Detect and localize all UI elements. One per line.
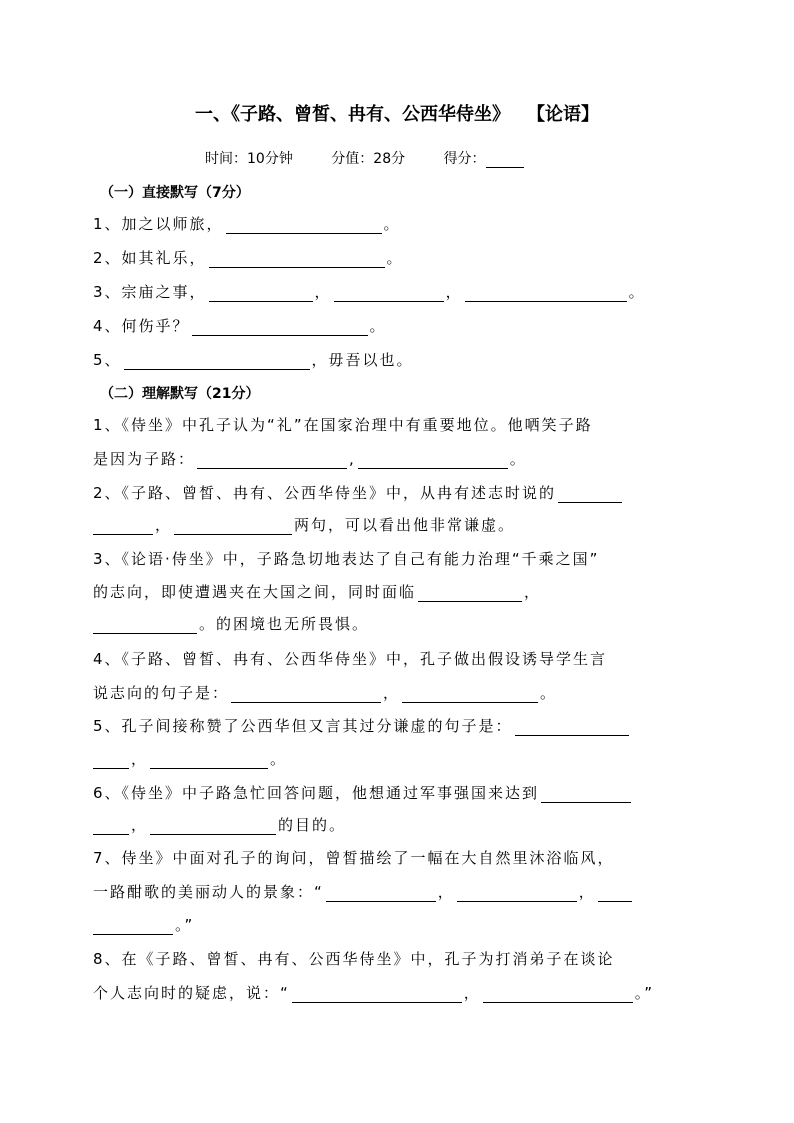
section1-heading: （一）直接默写（7分） <box>100 185 250 201</box>
answer-blank[interactable] <box>150 751 268 769</box>
s1-q1 <box>93 213 401 234</box>
s2-q4-line2 <box>93 682 557 703</box>
answer-blank[interactable] <box>226 216 382 234</box>
exam-meta <box>205 148 524 168</box>
s1-q5-end: ，毋吾以也。 <box>311 351 414 369</box>
answer-blank[interactable] <box>326 884 436 902</box>
s2-q6-text: 6、《侍坐》中子路急忙回答问题，他想通过军事强国来达到 <box>93 784 540 802</box>
s2-q6-sep: ， <box>131 816 149 834</box>
s2-q6-line2 <box>93 814 346 835</box>
s2-q8-line2 <box>93 982 654 1003</box>
answer-blank[interactable] <box>465 284 627 302</box>
answer-blank[interactable] <box>197 451 347 469</box>
answer-blank[interactable] <box>558 485 622 503</box>
s2-q7-line2 <box>93 881 634 902</box>
s2-q7-line3 <box>93 914 194 935</box>
answer-blank[interactable] <box>93 616 197 634</box>
s2-q1-end: 。 <box>509 450 527 468</box>
answer-blank[interactable] <box>483 985 633 1003</box>
s1-q4-text: 4、何伤乎？ <box>93 317 190 335</box>
s2-q7-text: 一路酣歌的美丽动人的景象：“ <box>93 883 324 901</box>
s2-q3-text: 的志向，即使遭遇夹在大国之间，同时面临 <box>93 583 417 601</box>
answer-blank[interactable] <box>541 785 631 803</box>
s2-q4-sep: ， <box>383 684 401 702</box>
answer-blank[interactable] <box>93 917 173 935</box>
s2-q6-end: 的目的。 <box>278 816 347 834</box>
answer-blank[interactable] <box>93 517 153 535</box>
s2-q2-end: 两句，可以看出他非常谦虚。 <box>294 516 516 534</box>
s2-q3-line1: 3、《论语·侍坐》中，子路急切地表达了自己有能力治理“千乘之国” <box>93 550 600 568</box>
s2-q1-sep: , <box>349 450 356 468</box>
s2-q4-end: 。 <box>540 684 558 702</box>
s2-q8-line1: 8、在《子路、曾皙、冉有、公西华侍坐》中，孔子为打消弟子在谈论 <box>93 950 615 968</box>
s1-q3 <box>93 281 646 302</box>
s1-q4-end: 。 <box>369 317 387 335</box>
s2-q6-line1 <box>93 782 633 803</box>
s1-q2 <box>93 247 404 268</box>
s2-q5-line1 <box>93 715 631 736</box>
s1-q4 <box>93 315 387 336</box>
answer-blank[interactable] <box>93 817 129 835</box>
answer-blank[interactable] <box>192 318 368 336</box>
answer-blank[interactable] <box>124 352 310 370</box>
s2-q7-sep: ， <box>437 883 455 901</box>
s1-q3-end: 。 <box>628 283 646 301</box>
answer-blank[interactable] <box>457 884 577 902</box>
s2-q8-text: 个人志向时的疑虑，说：“ <box>93 984 290 1002</box>
answer-blank[interactable] <box>231 685 381 703</box>
answer-blank[interactable] <box>598 884 632 902</box>
s2-q7-line1: 7、侍坐》中面对孔子的询问，曾皙描绘了一幅在大自然里沐浴临风， <box>93 849 615 867</box>
s2-q5-text: 5、孔子间接称赞了公西华但又言其过分谦虚的句子是： <box>93 717 513 735</box>
answer-blank[interactable] <box>209 250 385 268</box>
s1-q5 <box>93 349 414 370</box>
s2-q5-line2 <box>93 748 287 769</box>
s2-q5-end: 。 <box>270 750 288 768</box>
answer-blank[interactable] <box>358 451 508 469</box>
s2-q3-sep: ， <box>524 583 542 601</box>
s2-q2-sep: ， <box>155 516 173 534</box>
answer-blank[interactable] <box>515 718 629 736</box>
s2-q4-text: 说志向的句子是： <box>93 684 230 702</box>
s2-q7-end: 。” <box>175 916 195 934</box>
s2-q3-end: 。的困境也无所畏惧。 <box>199 615 370 633</box>
title-text: 一、《子路、曾皙、冉有、公西华侍坐》 <box>195 104 510 125</box>
s2-q3-line2 <box>93 581 541 602</box>
s1-q3-sep: ， <box>314 283 332 301</box>
score-label: 分值：28分 <box>331 151 406 167</box>
s2-q3-line3 <box>93 613 369 634</box>
answer-blank[interactable] <box>209 284 313 302</box>
title-tag: 【论语】 <box>536 104 599 125</box>
answer-blank[interactable] <box>334 284 444 302</box>
s2-q8-sep: ， <box>463 984 481 1002</box>
time-label: 时间：10分钟 <box>205 151 293 167</box>
got-label: 得分： <box>443 151 486 167</box>
answer-blank[interactable] <box>418 584 522 602</box>
s2-q2-text: 2、《子路、曾皙、冉有、公西华侍坐》中，从冉有述志时说的 <box>93 484 557 502</box>
s1-q5-text: 5、 <box>93 351 122 369</box>
section2-heading: （二）理解默写（21分） <box>100 386 260 402</box>
s2-q1-line1: 1、《侍坐》中孔子认为“礼”在国家治理中有重要地位。他哂笑子路 <box>93 416 593 434</box>
s1-q1-end: 。 <box>383 215 401 233</box>
s2-q4-line1: 4、《子路、曾皙、冉有、公西华侍坐》中，孔子做出假设诱导学生言 <box>93 650 608 668</box>
s2-q8-end: 。” <box>634 984 655 1002</box>
s2-q1-line2 <box>93 448 527 469</box>
answer-blank[interactable] <box>93 751 129 769</box>
page-title <box>0 100 794 126</box>
s1-q2-text: 2、如其礼乐， <box>93 249 207 267</box>
s1-q3-text: 3、宗庙之事， <box>93 283 207 301</box>
s2-q2-line1 <box>93 482 624 503</box>
s2-q2-line2 <box>93 514 515 535</box>
s2-q5-sep: ， <box>131 750 149 768</box>
s1-q2-end: 。 <box>386 249 404 267</box>
answer-blank[interactable] <box>174 517 292 535</box>
answer-blank[interactable] <box>402 685 538 703</box>
score-blank[interactable] <box>486 153 524 168</box>
s2-q1-text: 是因为子路： <box>93 450 196 468</box>
s1-q1-text: 1、加之以师旅， <box>93 215 224 233</box>
s1-q3-sep: ， <box>445 283 463 301</box>
answer-blank[interactable] <box>150 817 276 835</box>
answer-blank[interactable] <box>292 985 462 1003</box>
s2-q7-sep: ， <box>578 883 596 901</box>
